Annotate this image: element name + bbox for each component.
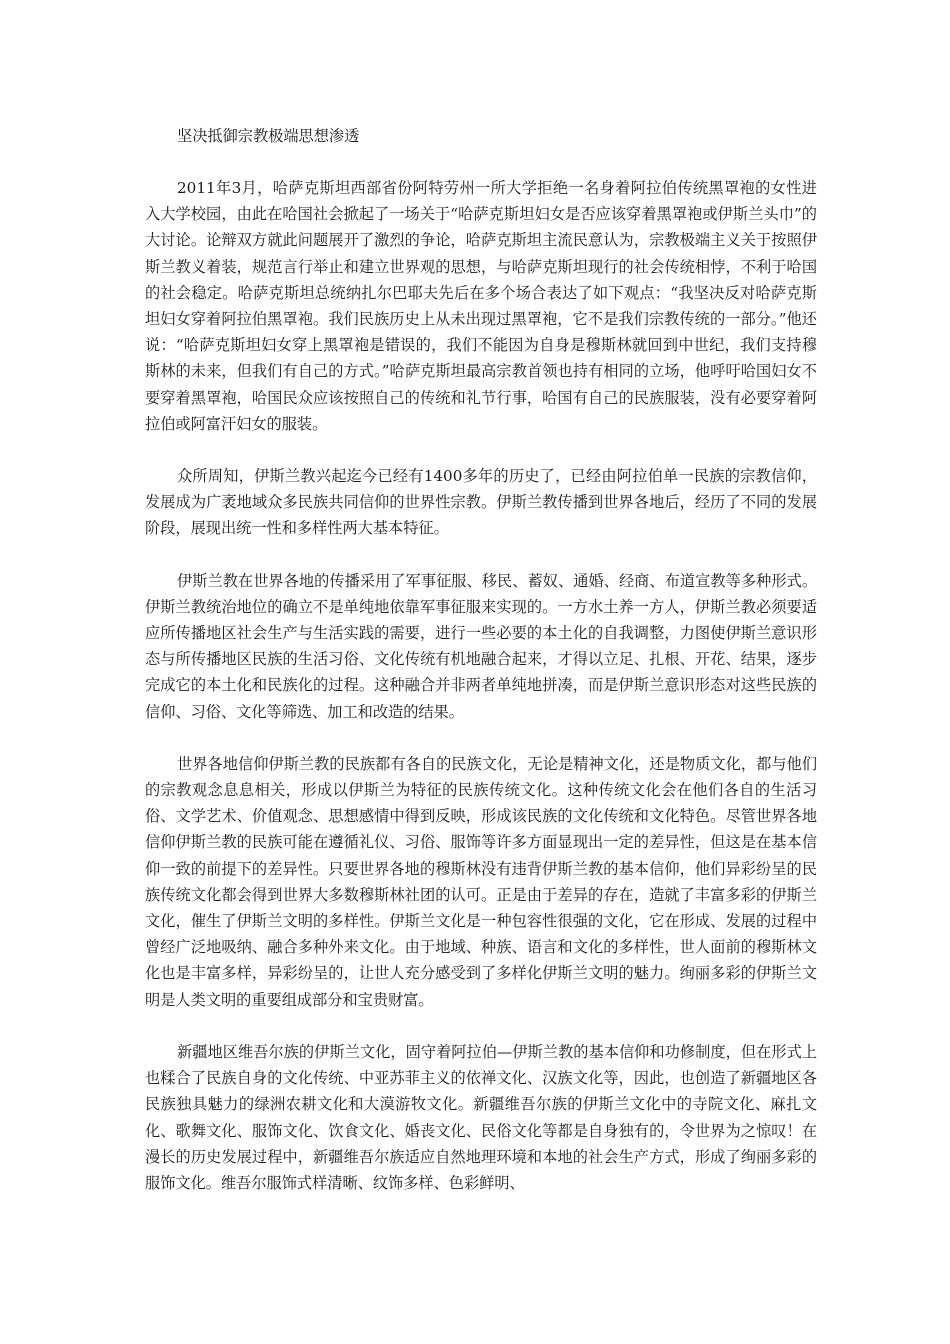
paragraph-3: 伊斯兰教在世界各地的传播采用了军事征服、移民、蓄奴、通婚、经商、布道宣教等多种形式。伊斯兰教统治地位的确立不是单纯地依靠军事征服来实现的。一方水土养一方人，伊斯兰教必须要适应所传播地区社会生产与生活实践的需要，进行一些必要的本土化的自我调整，力图使伊斯兰意识形态与所传播地区民族的生活习俗、文化传统有机地融合起来，才得以立足、扎根、开花、结果，逐步完成它的本土化和民族化的过程。这种融合并非两者单纯地拼凑，而是伊斯兰意识形态对这些民族的信仰、习俗、文化等筛选、加工和改造的结果。: [145, 571, 817, 721]
document-title: 坚决抵御宗教极端思想渗透: [177, 127, 360, 145]
paragraph-5: 新疆地区维吾尔族的伊斯兰文化，固守着阿拉伯—伊斯兰教的基本信仰和功修制度，但在形式上也糅合了民族自身的文化传统、中亚苏菲主义的依禅文化、汉族文化等，因此，也创造了新疆地区各民族独具魅力的绿洲农耕文化和大漠游牧文化。新疆维吾尔族的伊斯兰文化中的寺院文化、麻扎文化、歌舞文化、服饰文化、饮食文化、婚丧文化、民俗文化等都是自身独有的，令世界为之惊叹！在漫长的历史发展过程中，新疆维吾尔族适应自然地理环境和本地的社会生产方式，形成了绚丽多彩的服饰文化。维吾尔服饰式样清晰、纹饰多样、色彩鲜明、: [145, 1042, 817, 1192]
document-body: [145, 123, 817, 1222]
paragraph-2: 众所周知，伊斯兰教兴起迄今已经有1400多年的历史了，已经由阿拉伯单一民族的宗教信仰，发展成为广袤地域众多民族共同信仰的世界性宗教。伊斯兰教传播到世界各地后，经历了不同的发展阶段，展现出统一性和多样性两大基本特征。: [145, 467, 817, 538]
paragraph-4: 世界各地信仰伊斯兰教的民族都有各自的民族文化，无论是精神文化，还是物质文化，都与他们的宗教观念息息相关，形成以伊斯兰为特征的民族传统文化。这种传统文化会在他们各自的生活习俗、文学艺术、价值观念、思想感情中得到反映，形成该民族的文化传统和文化特色。尽管世界各地信仰伊斯兰教的民族可能在遵循礼仪、习俗、服饰等许多方面显现出一定的差异性，但这是在基本信仰一致的前提下的差异性。只要世界各地的穆斯林没有违背伊斯兰教的基本信仰，他们异彩纷呈的民族传统文化都会得到世界大多数穆斯林社团的认可。正是由于差异的存在，造就了丰富多彩的伊斯兰文化，催生了伊斯兰文明的多样性。伊斯兰文化是一种包容性很强的文化，它在形成、发展的过程中曾经广泛地吸纳、融合多种外来文化。由于地域、种族、语言和文化的多样性，世人面前的穆斯林文化也是丰富多样，异彩纷呈的，让世人充分感受到了多样化伊斯兰文明的魅力。绚丽多彩的伊斯兰文明是人类文明的重要组成部分和宝贵财富。: [145, 754, 817, 1009]
paragraph-1: 2011年3月，哈萨克斯坦西部省份阿特劳州一所大学拒绝一名身着阿拉伯传统黑罩袍的女性进入大学校园，由此在哈国社会掀起了一场关于“哈萨克斯坦妇女是否应该穿着黑罩袍或伊斯兰头巾”的大讨论。论辩双方就此问题展开了激烈的争论，哈萨克斯坦主流民意认为，宗教极端主义关于按照伊斯兰教义着装，规范言行举止和建立世界观的思想，与哈萨克斯坦现行的社会传统相悖，不利于哈国的社会稳定。哈萨克斯坦总统纳扎尔巴耶夫先后在多个场合表达了如下观点：“我坚决反对哈萨克斯坦妇女穿着阿拉伯黑罩袍。我们民族历史上从未出现过黑罩袍，它不是我们宗教传统的一部分。”他还说：“哈萨克斯坦妇女穿上黑罩袍是错误的，我们不能因为自身是穆斯林就回到中世纪，我们支持穆斯林的未来，但我们有自己的方式。”哈萨克斯坦最高宗教首领也持有相同的立场，他呼吁哈国妇女不要穿着黑罩袍，哈国民众应该按照自己的传统和礼节行事，哈国有自己的民族服装，没有必要穿着阿拉伯或阿富汗妇女的服装。: [145, 179, 817, 433]
